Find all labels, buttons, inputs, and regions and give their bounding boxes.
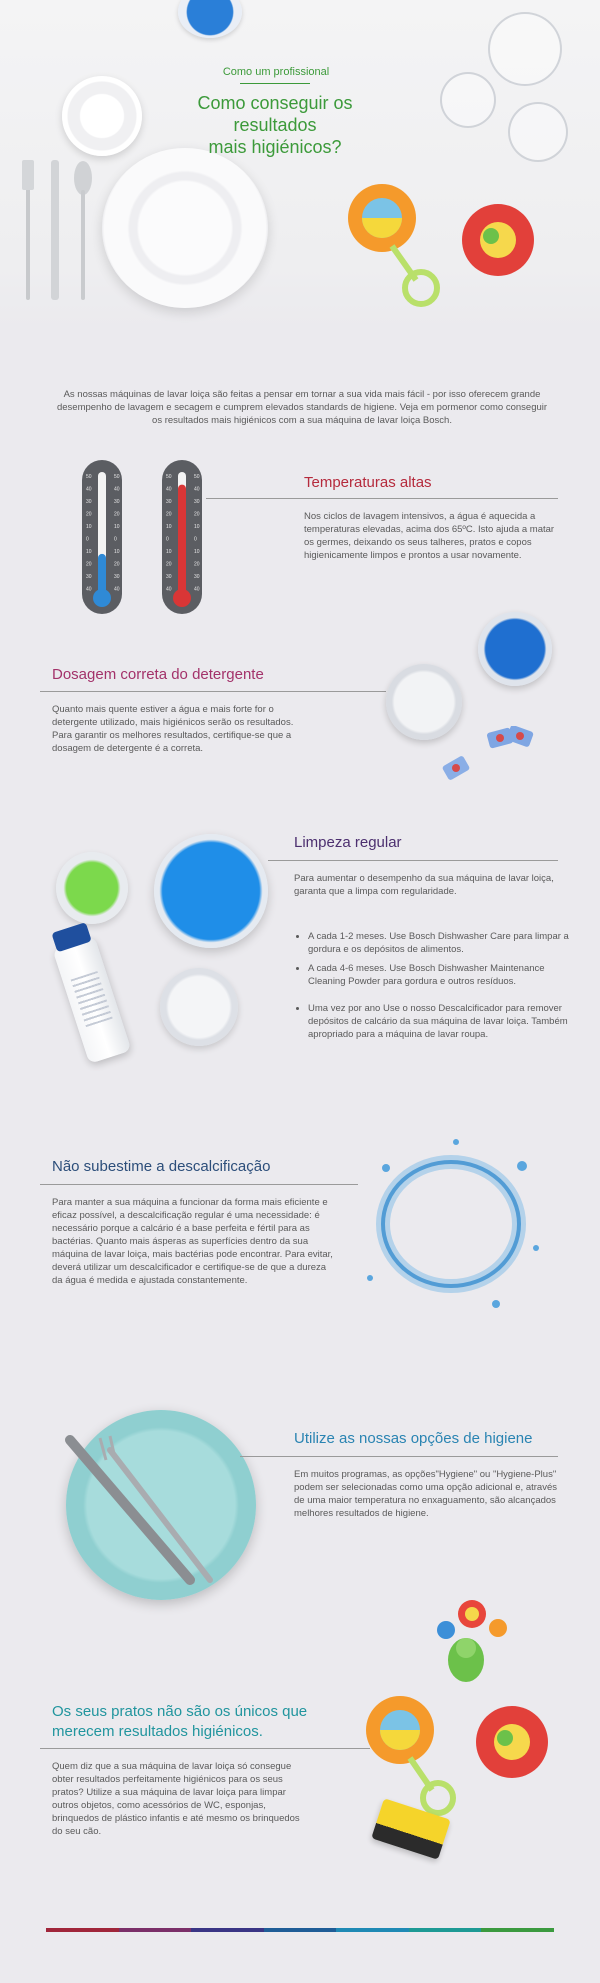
- detergent-tabs-image: [440, 726, 540, 786]
- plate-stack-image: [102, 148, 268, 308]
- cleaning-bullet-2: • A cada 4-6 meses. Use Bosch Dishwasher Maintenance Cleaning Powder para gordura e outros resíduos.: [308, 962, 578, 988]
- thermometer-scale-label: 10: [86, 524, 92, 530]
- blue-gel-bowl-image: [478, 612, 552, 686]
- cleaning-rule: [268, 860, 558, 861]
- cleaning-text: Para aumentar o desempenho da sua máquina de lavar loiça, garanta que a limpa com regularidade.: [294, 873, 554, 897]
- thermometer-scale-label: 10: [86, 549, 92, 555]
- thermometer-scale-label: 30: [166, 499, 172, 505]
- water-splash-image: [346, 1128, 556, 1318]
- temperature-title: Temperaturas altas: [304, 474, 432, 491]
- footer-color-segment: [46, 1928, 119, 1932]
- thermometer-scale-label: 10: [166, 524, 172, 530]
- thermometer-scale-label: 50: [86, 474, 92, 480]
- thermometer-scale-label: 0: [166, 536, 169, 543]
- cleaning-title: Limpeza regular: [294, 834, 402, 851]
- thermometer-scale-label: 40: [86, 486, 92, 493]
- thermometer-scale-label: 0: [114, 536, 117, 543]
- thermometer-scale-label: 30: [194, 574, 200, 580]
- thermometer-scale-label: 20: [114, 561, 120, 568]
- hygiene-title: Utilize as nossas opções de higiene: [294, 1430, 533, 1447]
- thermometer-scale-label: 40: [194, 486, 200, 493]
- thermometers-image: [78, 456, 208, 618]
- plates-text: Quem diz que a sua máquina de lavar loiça só consegue obter resultados perfeitamente higiénicos para os seus pratos? Utilize a sua máquina de lavar loiça para limpar outros objetos, como acessórios de WC, esponjas, brinquedos de plástico infantis e até mesmo os brinquedos do seu cão.: [52, 1761, 300, 1837]
- thermometer-scale-label: 20: [166, 561, 172, 568]
- thermometer-scale-label: 20: [114, 511, 120, 518]
- intro-text: As nossas máquinas de lavar loiça são feitas a pensar em tornar a sua vida mais fácil - por isso oferecem grande desempenho de lavagem e secagem e cumprem elevados standards de higiene. Veja em pormenor como conseguir os resultados mais higiénicos com a sua máquina de lavar loiça Bosch.: [56, 389, 548, 426]
- detergent-rule: [40, 691, 386, 692]
- coffee-cup-image: [62, 76, 142, 156]
- footer-color-segment: [264, 1928, 337, 1932]
- hero-title: [160, 92, 390, 158]
- thermometer-scale-label: 20: [86, 511, 92, 518]
- hero-title-line-2: mais higiénicos?: [208, 137, 342, 157]
- thermometer-scale-label: 30: [114, 574, 120, 580]
- thermometer-scale-label: 40: [114, 486, 120, 493]
- hygiene-rule: [240, 1456, 558, 1457]
- hygiene-text: Em muitos programas, as opções"Hygiene" ou "Hygiene-Plus" podem ser selecionadas como uma opção adicional e, através de uma maior temperatura no enxaguamento, são alcançados melhores resultados de higiene.: [294, 1469, 557, 1519]
- monkey-toy-image: [426, 1598, 516, 1698]
- thermometer-scale-label: 50: [166, 474, 172, 480]
- hero-eyebrow: Como um profissional: [222, 66, 330, 78]
- thermometer-scale-label: 20: [194, 511, 200, 518]
- cleaning-bullet-3: • Uma vez por ano Use o nosso Descalcificador para remover depósitos de calcário da sua máquina de lavar loiça. Também apropriado para a máquina de lavar roupa.: [308, 1002, 578, 1041]
- thermometer-scale-label: 50: [194, 474, 200, 480]
- dirty-cutlery-image: [60, 1430, 230, 1600]
- footer-color-bar: [46, 1928, 554, 1932]
- thermometer-scale-label: 40: [194, 586, 200, 593]
- thermometer-scale-label: 10: [194, 524, 200, 530]
- descaling-title: Não subestime a descalcificação: [52, 1158, 271, 1175]
- footer-color-segment: [191, 1928, 264, 1932]
- hot-mercury: [178, 485, 186, 598]
- cutlery-image: [18, 160, 98, 300]
- clear-liquid-bowl-image: [160, 968, 238, 1046]
- rattle-toys-image: [346, 180, 556, 320]
- thermometer-scale-label: 40: [166, 486, 172, 493]
- detergent-title: Dosagem correta do detergente: [52, 666, 264, 683]
- footer-color-segment: [409, 1928, 482, 1932]
- thermometer-scale-label: 0: [86, 536, 89, 543]
- hero-title-line-1: Como conseguir os resultados: [197, 93, 353, 135]
- descaling-text: Para manter a sua máquina a funcionar da forma mais eficiente e eficaz possível, a descalcificação regular é uma necessidade: é necessário porque a calcário é a base perfeita e fértil para as bactérias. Quanto mais ásperas as superfícies dentro da sua máquina de lavar loiça, mais bactérias pode encontrar. Para evitar, deverá utilizar um descalcificador e certifique-se de que a dureza da água é medida e ajustada constantemente.: [52, 1197, 333, 1286]
- thermometer-scale-label: 30: [86, 499, 92, 505]
- hero-banner: [0, 0, 600, 330]
- thermometer-scale-label: 50: [114, 474, 120, 480]
- thermometer-scale-label: 20: [166, 511, 172, 518]
- descaling-rule: [40, 1184, 358, 1185]
- thermometer-scale-label: 40: [114, 586, 120, 593]
- thermometer-scale-label: 40: [86, 586, 92, 593]
- cleaning-bullet-1: • A cada 1-2 meses. Use Bosch Dishwasher Care para limpar a gordura e os depósitos de alimentos.: [308, 930, 578, 956]
- thermometer-scale-label: 40: [166, 586, 172, 593]
- hero-eyebrow-rule: [240, 83, 310, 84]
- thermometer-scale-label: 30: [194, 499, 200, 505]
- footer-color-segment: [481, 1928, 554, 1932]
- blue-bowl-image: [178, 0, 242, 38]
- blue-liquid-bowl-image: [154, 834, 268, 948]
- thermometer-scale-label: 0: [194, 536, 197, 543]
- cleaner-bottle-image: [53, 936, 132, 1064]
- thermometer-scale-label: 10: [114, 524, 120, 530]
- plates-title-line-1: Os seus pratos não são os únicos que: [52, 1703, 308, 1720]
- plates-title-line-2: merecem resultados higiénicos.: [52, 1723, 263, 1740]
- thermometer-scale-label: 30: [166, 574, 172, 580]
- cleaning-bullets: [294, 930, 578, 1047]
- glasses-image: [438, 12, 578, 172]
- green-liquid-bowl-image: [56, 852, 128, 924]
- temperature-text: Nos ciclos de lavagem intensivos, a água é aquecida a temperaturas elevadas, acima dos 65ºC. Isto ajuda a matar os germes, deixando os seus talheres, pratos e copos higienicamente limpos e prontos a usar novamente.: [304, 511, 555, 561]
- footer-color-segment: [336, 1928, 409, 1932]
- thermometer-scale-label: 20: [86, 561, 92, 568]
- thermometer-scale-label: 30: [86, 574, 92, 580]
- plates-title: [52, 1702, 307, 1742]
- temperature-rule: [206, 498, 558, 499]
- thermometer-scale-label: 10: [114, 549, 120, 555]
- thermometer-scale-label: 30: [114, 499, 120, 505]
- plates-rule: [40, 1748, 370, 1749]
- thermometer-scale-label: 10: [194, 549, 200, 555]
- footer-color-segment: [119, 1928, 192, 1932]
- detergent-text: Quanto mais quente estiver a água e mais forte for o detergente utilizado, mais higiénicos serão os resultados. Para garantir os melhores resultados, certifique-se que a dosagem de detergente é a correta.: [52, 704, 294, 754]
- thermometer-scale-label: 20: [194, 561, 200, 568]
- thermometer-scale-label: 10: [166, 549, 172, 555]
